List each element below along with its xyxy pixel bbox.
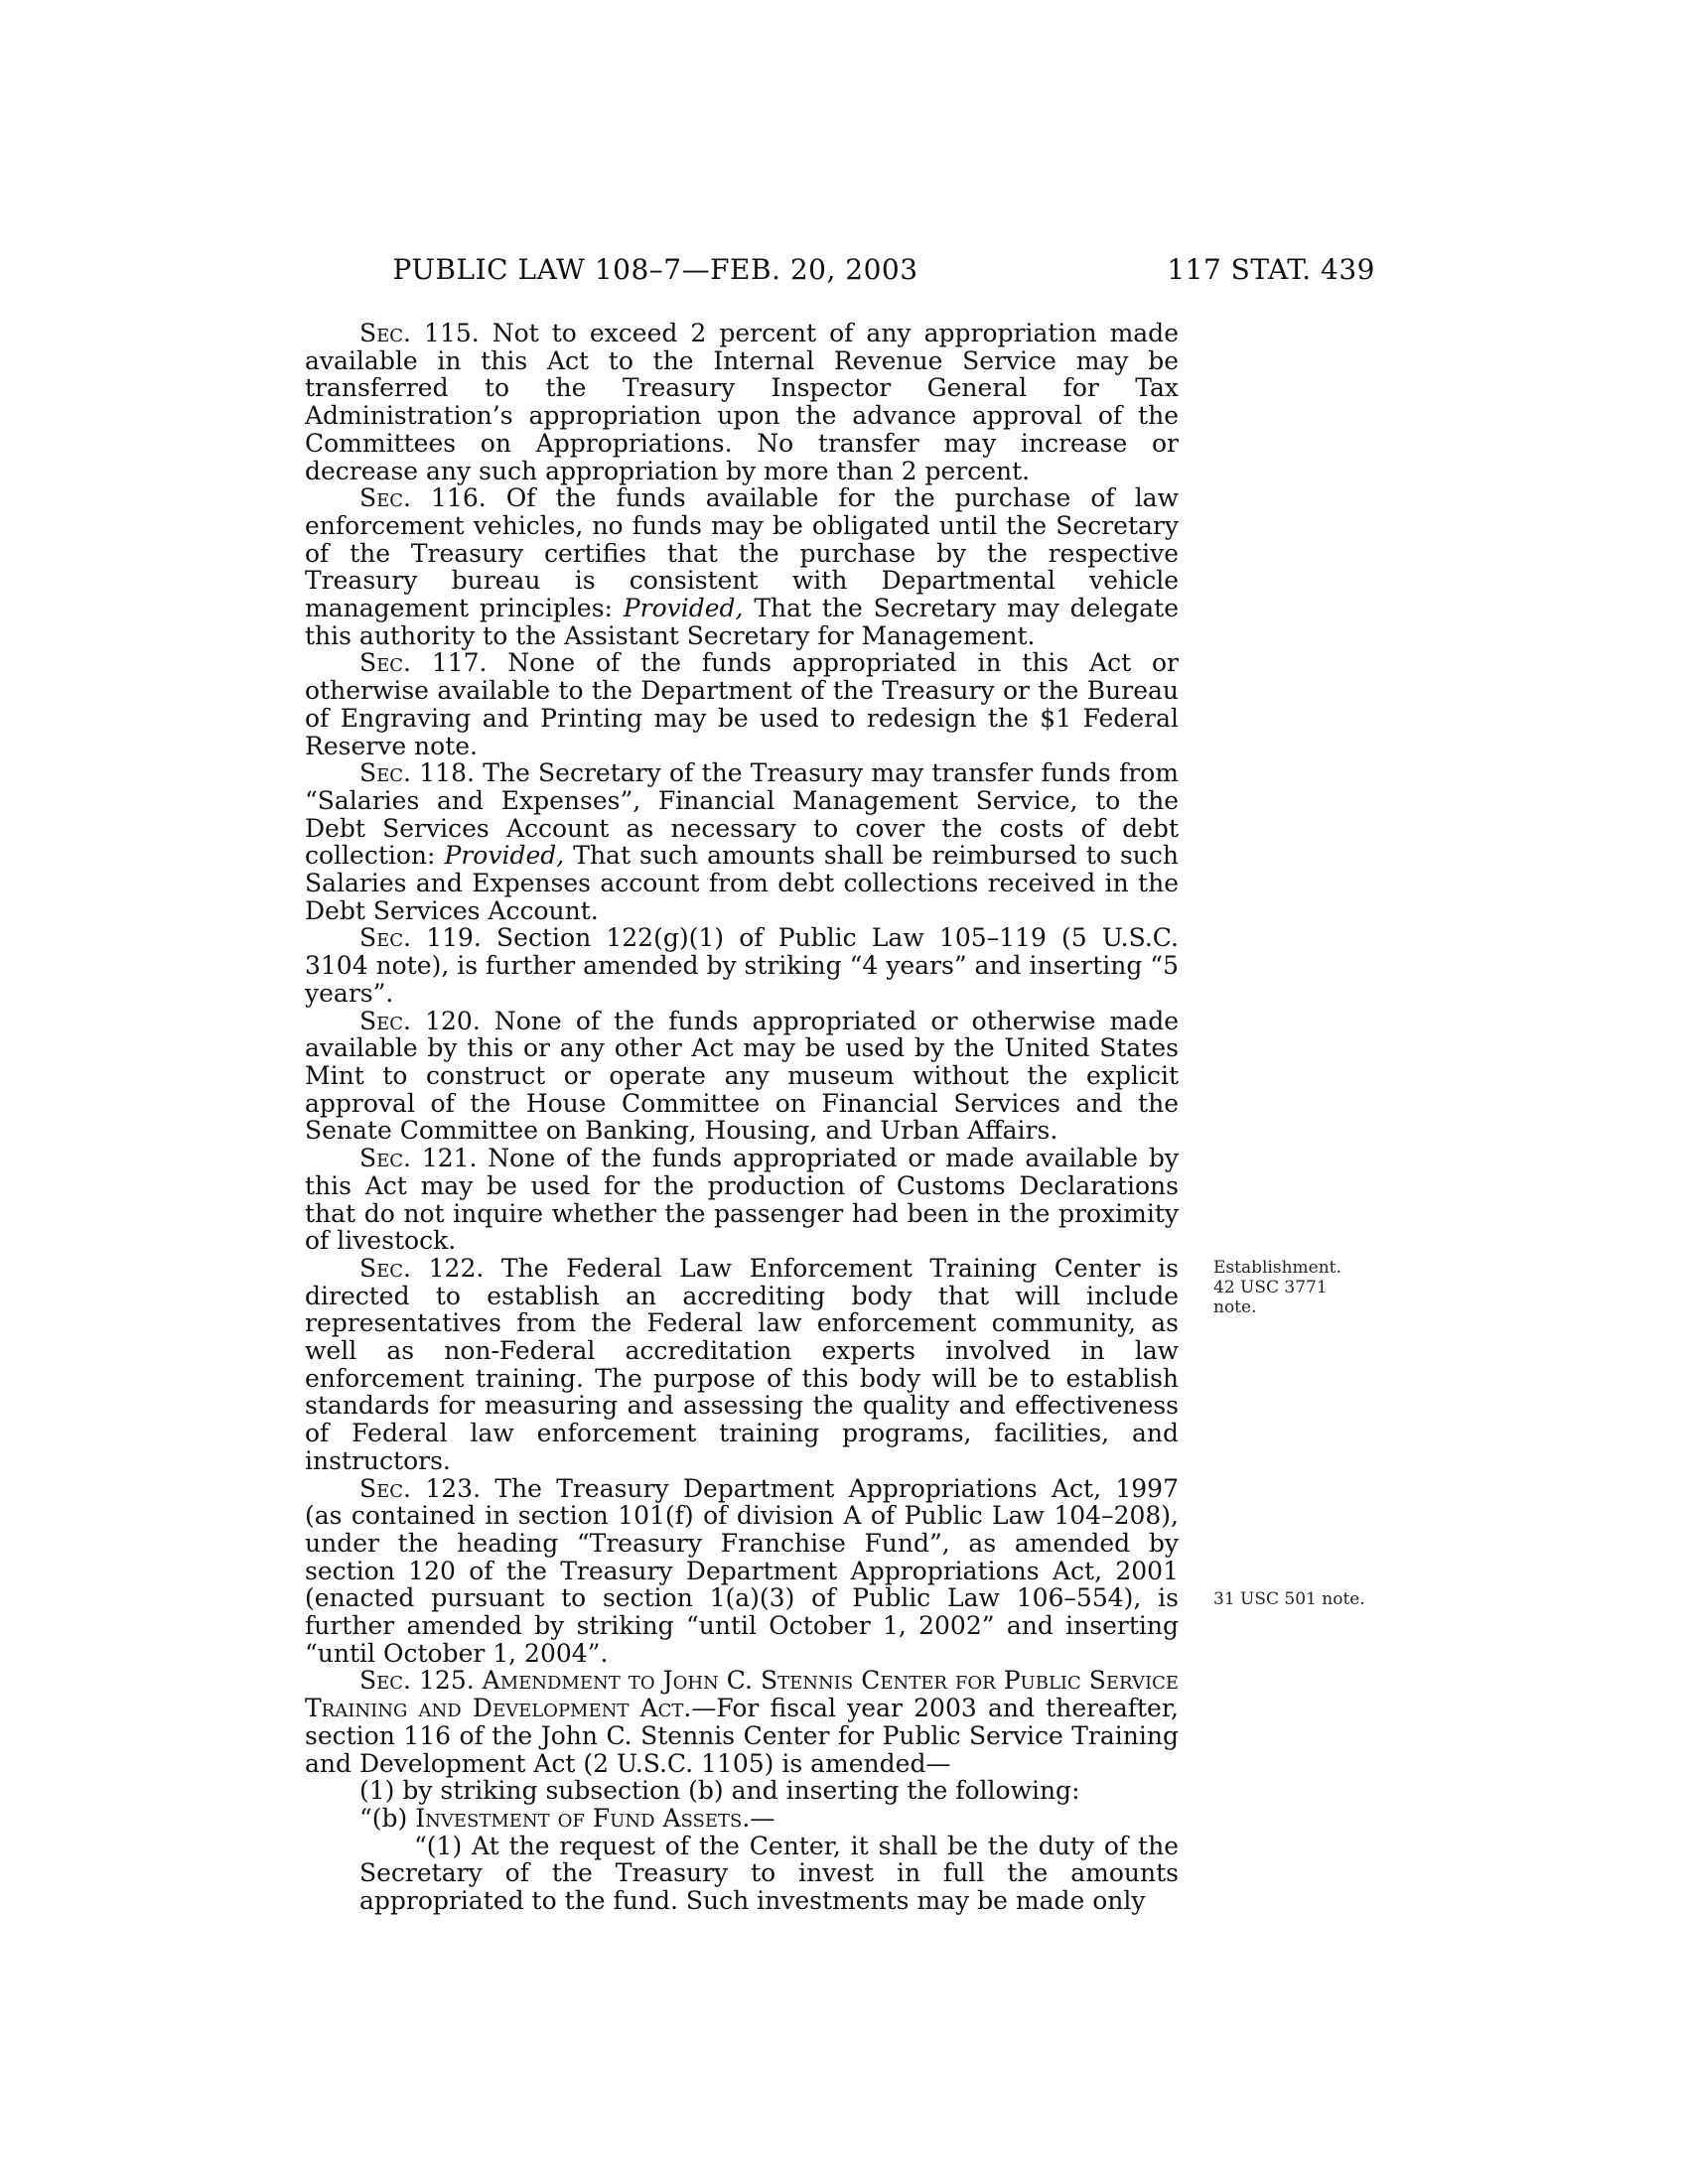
subsection-b-paragraph-1: “(1) At the request of the Center, it shall be the duty of the Secretary of the Treasury to invest in full the amounts appropriated to the fund. Such investments may be made only: [359, 1831, 1179, 1916]
margin-note-line: 42 USC 3771: [1213, 1278, 1328, 1297]
sec-label: Sec.: [359, 483, 411, 513]
section-115: [305, 320, 1179, 484]
section-text: That the Secretary may delegate this authority to the Assistant Secretary for Management.: [305, 594, 1180, 650]
proviso: Provided,: [623, 594, 744, 623]
sec-label: Sec.: [359, 648, 411, 678]
sec-label: Sec.: [359, 319, 411, 347]
sec-label: Sec.: [359, 758, 411, 788]
section-number: 125.: [411, 1666, 483, 1696]
section-120: [305, 1008, 1179, 1146]
subsection-prefix: “(b): [359, 1803, 416, 1833]
sec-label: Sec.: [359, 1006, 411, 1035]
section-text: 118. The Secretary of the Treasury may transfer funds from “Salaries and Expenses”, Financial Management Service, to the Debt Services Account as necessary to cover the costs of debt collection:: [305, 758, 1179, 871]
sec-label: Sec.: [359, 1666, 411, 1696]
section-122: [305, 1255, 1179, 1475]
section-text: That such amounts shall be reimbursed to such Salaries and Expenses account from debt collections received in the Debt Services Account.: [305, 841, 1179, 925]
sec-label: Sec.: [359, 923, 411, 953]
section-text: 121. None of the funds appropriated or made available by this Act may be used for the production of Customs Declarations that do not inquire whether the passenger had been in the proximity of livestock.: [305, 1144, 1179, 1256]
section-text: 120. None of the funds appropriated or otherwise made available by this or any other Act may be used by the United States Mint to construct or operate any museum without the explicit approval of the House Committee on Financial Services and the Senate Committee on Banking, Housing, and Urban Affairs.: [305, 1006, 1179, 1146]
margin-note-establishment: [1213, 1258, 1382, 1317]
margin-note-line: note.: [1213, 1297, 1257, 1317]
section-text: 116. Of the funds available for the purchase of law enforcement vehicles, no funds may be obligated until the Secretary of the Treasury certifies that the purchase by the respective Treasury bureau is consistent with Departmental vehicle management principles:: [305, 483, 1179, 623]
section-text: 115. Not to exceed 2 percent of any appropriation made available in this Act to the Internal Revenue Service may be transferred to the Treasury Inspector General for Tax Administration’s appropriation upon the advance approval of the Committees on Appropriations. No transfer may increase or decrease any such appropriation by more than 2 percent.: [305, 319, 1179, 485]
section-text: 123. The Treasury Department Appropriations Act, 1997 (as contained in section 101(f) of division A of Public Law 104–208), under the heading “Treasury Franchise Fund”, as amended by section 120 of the Treasury Department Appropriations Act, 2001 (enacted pursuant to section 1(a)(3) of Public Law 106–554), is further amended by striking “until October 1, 2002” and inserting “until October 1, 2004”.: [305, 1473, 1179, 1668]
section-text: 122. The Federal Law Enforcement Training Center is directed to establish an accrediting body that will include representatives from the Federal law enforcement community, as well as non-Federal accreditation experts involved in law enforcement training. The purpose of this body will be to establish standards for measuring and assessing the quality and effectiveness of Federal law enforcement training programs, facilities, and instructors.: [305, 1253, 1179, 1475]
section-125: [305, 1667, 1179, 1777]
section-118: [305, 759, 1179, 924]
section-116: [305, 484, 1179, 649]
subsection-dash: .—: [742, 1803, 775, 1833]
margin-note-line: 31 USC 501 note.: [1213, 1589, 1365, 1609]
section-119: [305, 924, 1179, 1007]
sec-label: Sec.: [359, 1253, 411, 1283]
proviso: Provided,: [444, 841, 565, 871]
section-text: 119. Section 122(g)(1) of Public Law 105–119 (5 U.S.C. 3104 note), is further amended by striking “4 years” and inserting “5 years”.: [305, 923, 1179, 1008]
amendment-item-1: (1) by striking subsection (b) and inserting the following:: [359, 1776, 1080, 1806]
running-head-title: PUBLIC LAW 108–7—FEB. 20, 2003: [392, 253, 918, 286]
section-text: .—For fiscal year 2003 and thereafter, section 116 of the John C. Stennis Center for Public Service Training and Development Act (2 U.S.C. 1105) is amended—: [305, 1694, 1180, 1778]
margin-note-line: Establishment.: [1213, 1258, 1341, 1278]
section-123: [305, 1475, 1179, 1668]
section-121: [305, 1145, 1179, 1255]
margin-note-31-usc-501: [1213, 1589, 1412, 1609]
page-number: 117 STAT. 439: [1167, 253, 1375, 286]
subsection-title: Investment of Fund Assets: [415, 1803, 743, 1833]
subsection-b-heading: [305, 1805, 1179, 1833]
page-header: [298, 253, 1375, 293]
section-117: [305, 649, 1179, 759]
section-heading: Amendment to John C. Stennis Center for Public Service Training and Development Act: [305, 1666, 1179, 1723]
sec-label: Sec.: [359, 1473, 411, 1503]
document-body: [305, 320, 1179, 1915]
sec-label: Sec.: [359, 1144, 411, 1173]
section-text: 117. None of the funds appropriated in this Act or otherwise available to the Department of the Treasury or the Bureau of Engraving and Printing may be used to redesign the $1 Federal Reserve note.: [305, 648, 1179, 760]
